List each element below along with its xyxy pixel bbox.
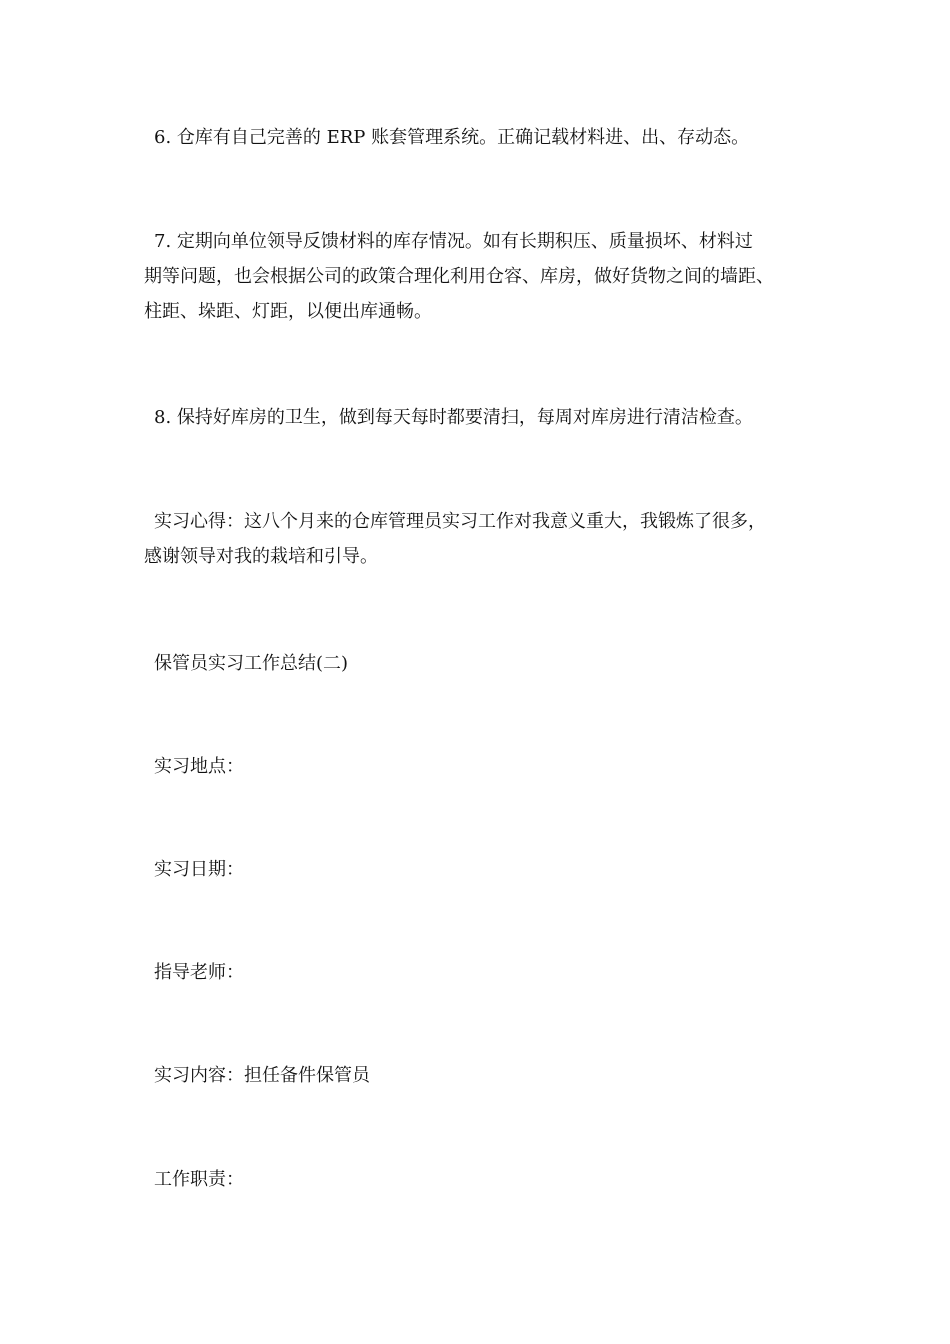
text-line: 感谢领导对我的栽培和引导。 — [144, 546, 378, 567]
paragraph-item-6 — [144, 120, 816, 155]
text-line: 实习心得：这八个月来的仓库管理员实习工作对我意义重大，我锻炼了很多， — [154, 511, 766, 532]
text-line: 实习内容：担任备件保管员 — [154, 1065, 370, 1086]
field-location — [144, 749, 816, 784]
text-line: 6. 仓库有自己完善的 ERP 账套管理系统。正确记载材料进、出、存动态。 — [154, 127, 750, 148]
field-duties — [144, 1162, 816, 1197]
section-title — [144, 646, 816, 681]
text-line: 期等问题，也会根据公司的政策合理化利用仓容、库房，做好货物之间的墙距、 — [144, 266, 774, 287]
field-teacher — [144, 955, 816, 990]
text-line: 实习地点： — [154, 756, 244, 777]
text-line: 工作职责： — [154, 1169, 244, 1190]
text-line: 7. 定期向单位领导反馈材料的库存情况。如有长期积压、质量损坏、材料过 — [154, 231, 753, 252]
text-line: 实习日期： — [154, 859, 244, 880]
text-line: 指导老师： — [154, 962, 244, 983]
paragraph-item-7 — [144, 224, 816, 329]
text-line: 柱距、垛距、灯距，以便出库通畅。 — [144, 301, 432, 322]
paragraph-summary — [144, 504, 816, 574]
text-line: 保管员实习工作总结(二) — [154, 653, 349, 674]
paragraph-item-8 — [144, 400, 816, 435]
field-content — [144, 1058, 816, 1093]
field-date — [144, 852, 816, 887]
text-line: 8. 保持好库房的卫生，做到每天每时都要清扫，每周对库房进行清洁检查。 — [154, 407, 753, 428]
